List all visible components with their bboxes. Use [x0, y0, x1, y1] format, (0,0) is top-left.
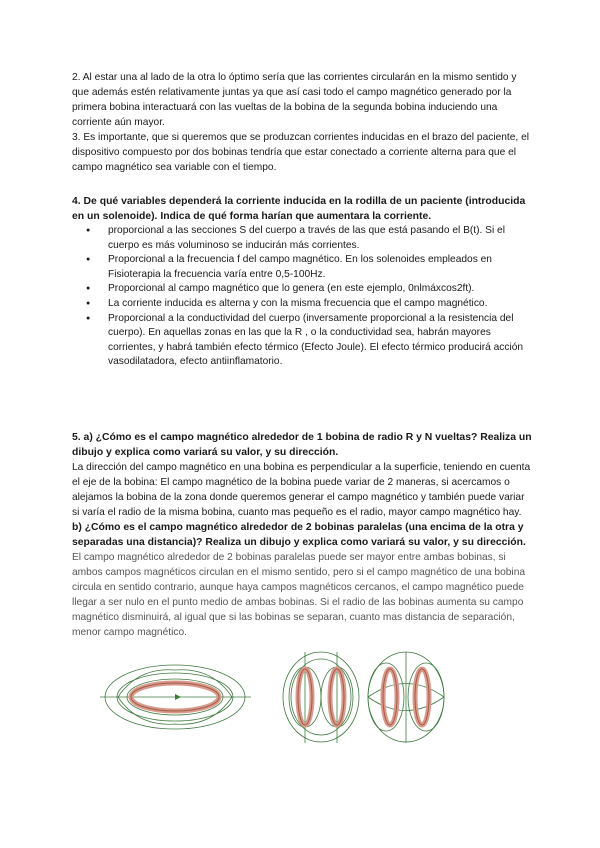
list-item: ● Proporcional al campo magnético que lo genera (en este ejemplo, 0nlmáxcos2ft).	[86, 282, 532, 297]
answer-5b-text: El campo magnético alrededor de 2 bobinas paralelas puede ser mayor entre ambas bobinas, si ambos campos magnéticos circulan en el mismo sentido, pero si el campo magnético de una bobina circula en sentido contrario, aunque haya campos magnéticos cercanos, el campo magnético puede llegar a ser nulo en el punto medio de ambas bobinas. Si el radio de las bobinas aumenta su campo magnético disminuirá, al igual que si las bobinas se separan, cuanto mas distancia de separación, menor campo magnético.	[72, 551, 526, 638]
two-coils-opposite-field-figure	[366, 650, 446, 745]
list-item: ● La corriente inducida es alterna y con la misma frecuencia que el campo magnético.	[86, 297, 532, 312]
single-coil-field-figure	[98, 662, 253, 732]
question-5a-heading: 5. a) ¿Cómo es el campo magnético alrededor de 1 bobina de radio R y N vueltas? Realiza un dibujo y explica como variará su valor, y su dirección.	[72, 431, 532, 458]
paragraph-2: 2. Al estar una al lado de la otra lo óptimo sería que las corrientes circularán en la mismo sentido y que además estén relativamente juntas ya que así casi todo el campo magnético generado por la primera bobina interactuará con las vueltas de la bobina de la segunda bobina induciendo una corriente aún mayor.	[72, 72, 517, 128]
answer-5a-text: La dirección del campo magnético en una bobina es perpendicular a la superficie, teniendo en cuenta el eje de la bobina: El campo magnético de la bobina puede variar de 2 maneras, si acercamos o alejamos la bobina de la zona donde queremos generar el campo magnético y también puede variar si varía el radio de la misma bobina, cuanto mas pequeño es el radio, mayor campo magnético hay.	[72, 461, 531, 518]
list-item: ● Proporcional a la conductividad del cuerpo (inversamente proporcional a la resistencia del cuerpo). En aquellas zonas en las que la R , o la conductividad sea, habrán mayores corrientes, y habrá también efecto térmico (Efecto Joule). El efecto térmico producirá acción vasodilatadora, efecto antiinflamatorio.	[86, 312, 532, 370]
document-page	[72, 70, 532, 640]
list-item: ● Proporcional a la frecuencia f del campo magnético. En los solenoides empleados en Fisioterapia la frecuencia varía entre 0,5-100Hz.	[86, 253, 532, 282]
question-5b-heading: b) ¿Cómo es el campo magnético alrededor de 2 bobinas paralelas (una encima de la otra y separadas una distancia)? Realiza un dibujo y explica como variará su valor, y su dirección.	[72, 521, 526, 548]
two-coils-field-figure	[281, 650, 361, 745]
list-item: ● proporcional a las secciones S del cuerpo a través de las que está pasando el B(t). Si el cuerpo es más voluminoso se inducirán más corrientes.	[86, 224, 532, 253]
question-4-heading: 4. De qué variables dependerá la corriente inducida en la rodilla de un paciente (introducida en un solenoide). Indica de qué forma harían que aumentara la corriente.	[72, 196, 526, 222]
question-4-list	[72, 224, 532, 370]
figures-row	[98, 650, 478, 745]
paragraph-3: 3. Es importante, que si queremos que se produzcan corrientes inducidas en el brazo del paciente, el dispositivo compuesto por dos bobinas tendría que estar conectado a corriente alterna para que el campo magnético sea variable con el tiempo.	[72, 132, 530, 173]
